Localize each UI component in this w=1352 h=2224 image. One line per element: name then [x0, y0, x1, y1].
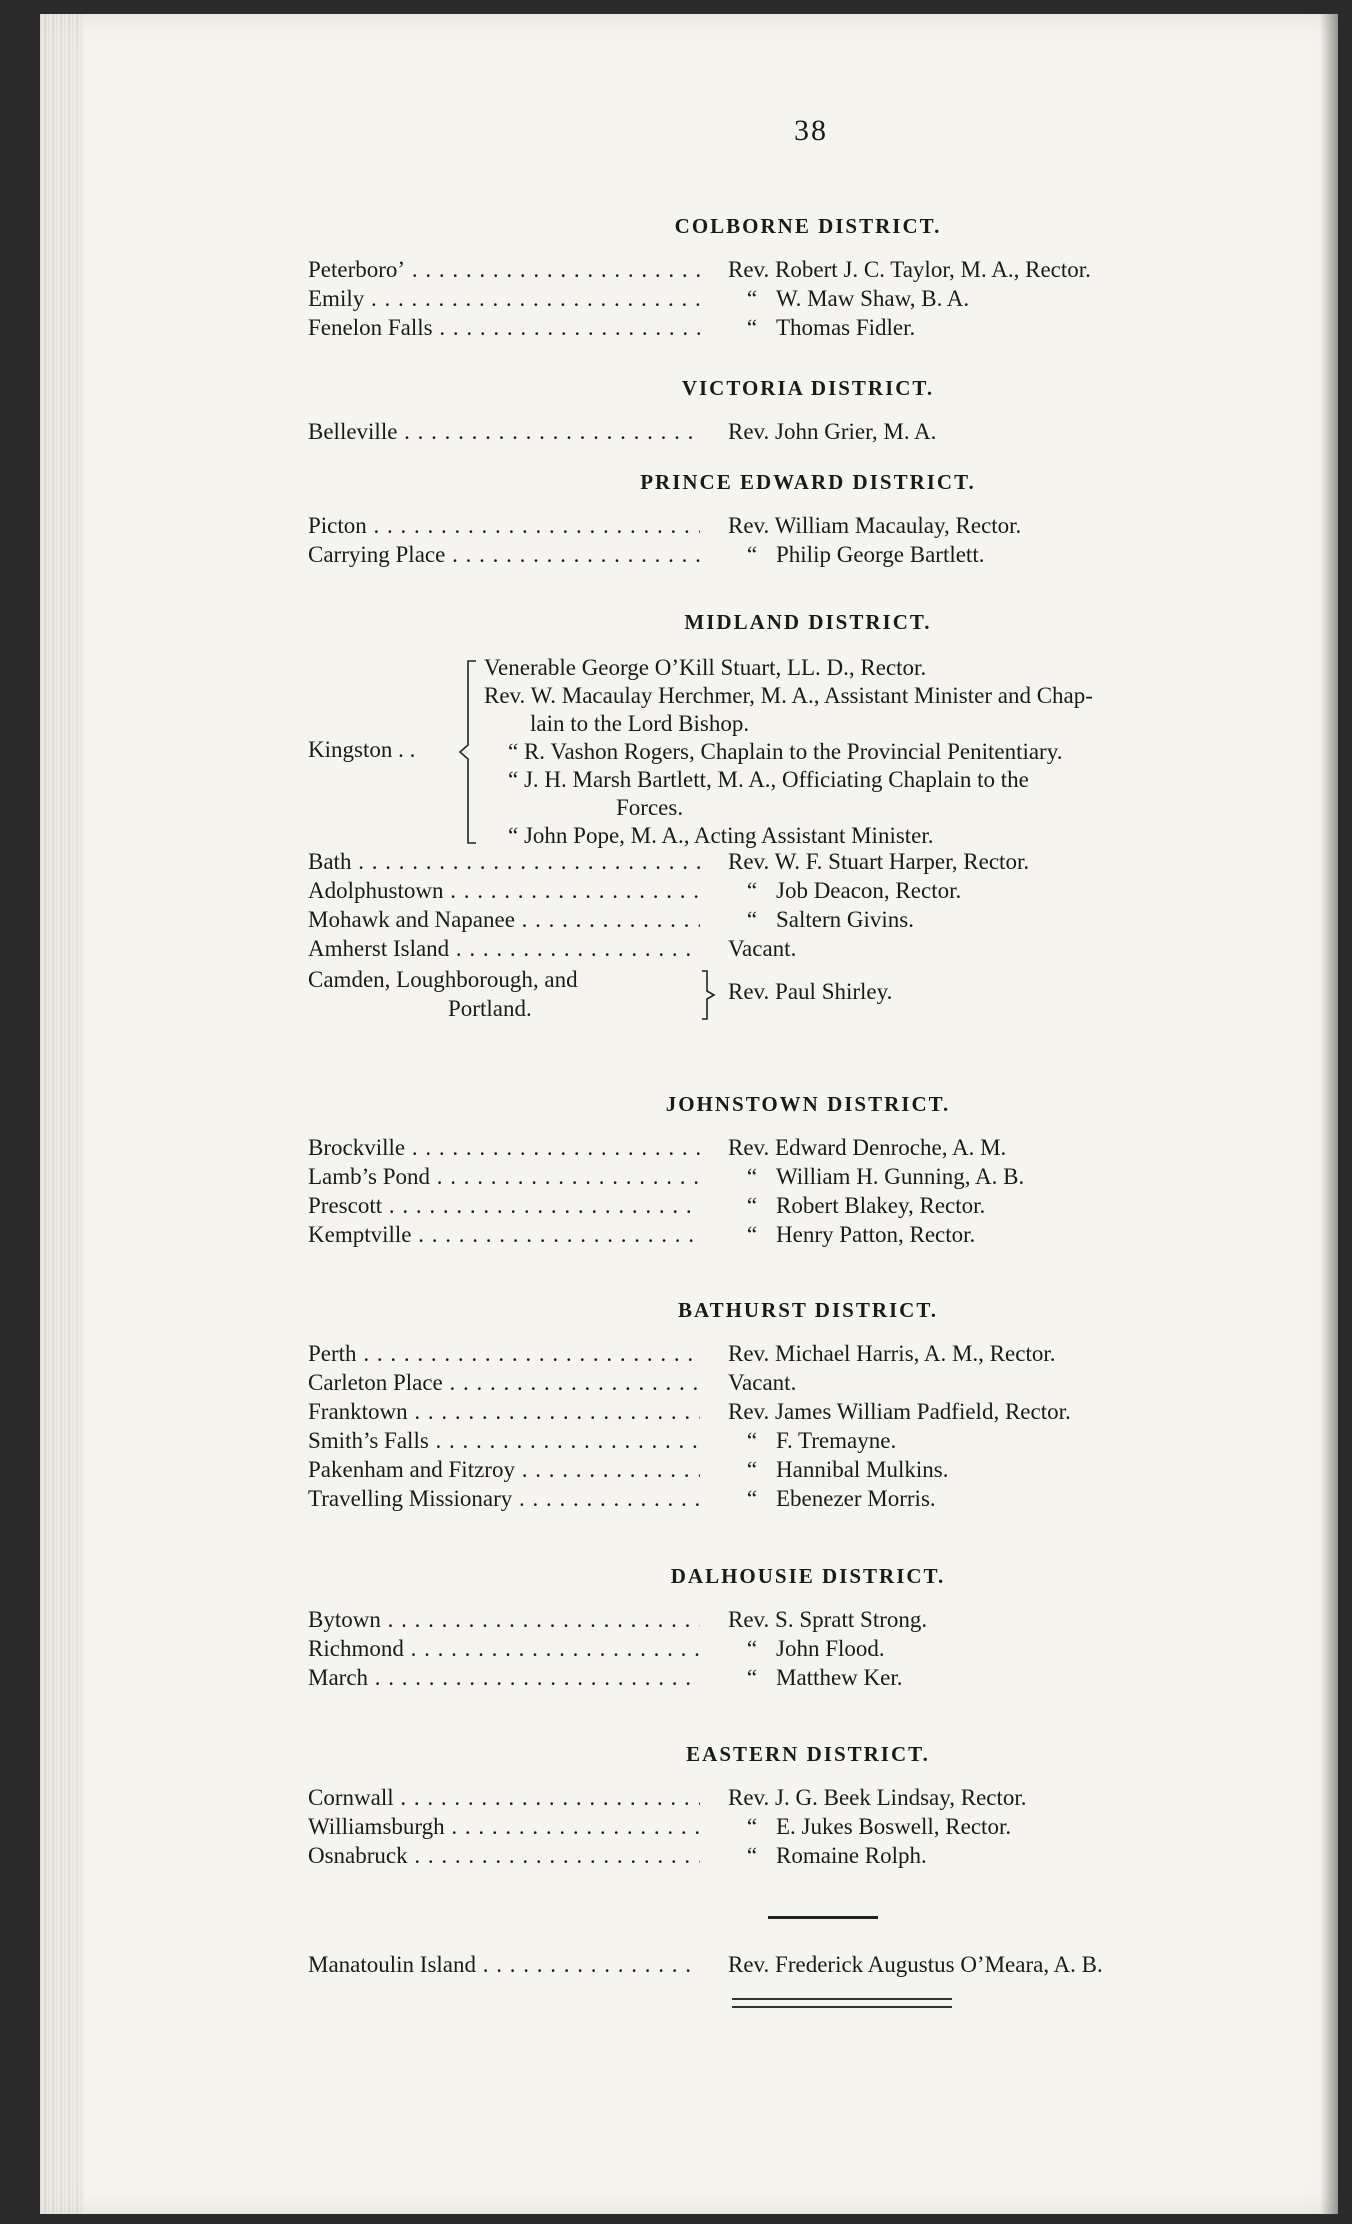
incumbent: Rev. James William Padfield, Rector.	[728, 1399, 1071, 1424]
left-brace	[458, 659, 478, 845]
incumbent: William H. Gunning, A. B.	[776, 1164, 1025, 1189]
clergy-line: “ John Pope, M. A., Acting Assistant Minister.	[508, 823, 934, 848]
place-name: Brockville . . .	[308, 1135, 700, 1161]
list-item	[308, 849, 1328, 878]
ditto-mark: “	[746, 1164, 758, 1189]
place-name: Pakenham and Fitzroy . . .	[308, 1457, 700, 1483]
ditto-mark: “	[746, 286, 758, 311]
kingston-entry	[308, 653, 1328, 849]
place-name: Richmond . . .	[308, 1636, 700, 1662]
incumbent: Philip George Bartlett.	[776, 542, 985, 567]
list-item	[308, 1665, 1328, 1694]
list-item	[308, 1486, 1328, 1515]
place-name: Cornwall . . .	[308, 1785, 700, 1811]
place-name: Emily . . .	[308, 286, 700, 312]
place-name: Carleton Place . . .	[308, 1370, 700, 1396]
incumbent: Rev. Frederick Augustus O’Meara, A. B.	[728, 1952, 1103, 1977]
list-item	[308, 542, 1328, 571]
incumbent: Henry Patton, Rector.	[776, 1222, 976, 1247]
district-heading: JOHNSTOWN DISTRICT.	[665, 1092, 951, 1116]
ditto-mark: “	[746, 1636, 758, 1661]
ditto-mark: “	[746, 1486, 758, 1511]
incumbent: Robert Blakey, Rector.	[776, 1193, 986, 1218]
place-name: Manatoulin Island . . .	[308, 1952, 700, 1978]
incumbent: Job Deacon, Rector.	[776, 878, 962, 903]
final-entry	[308, 1952, 1328, 1981]
incumbent: Romaine Rolph.	[776, 1843, 927, 1868]
incumbent: Matthew Ker.	[776, 1665, 903, 1690]
incumbent: Saltern Givins.	[776, 907, 914, 932]
incumbent: Thomas Fidler.	[776, 315, 916, 340]
clergy-line: lain to the Lord Bishop.	[530, 711, 750, 736]
end-rule	[732, 1998, 952, 2008]
place-name: Smith’s Falls . . .	[308, 1428, 700, 1454]
list-item	[308, 1193, 1328, 1222]
list-item	[308, 1370, 1328, 1399]
district-johnstown	[308, 1092, 1328, 1251]
place-name: Lamb’s Pond . . .	[308, 1164, 700, 1190]
list-item	[308, 1428, 1328, 1457]
list-item	[308, 1399, 1328, 1428]
incumbent: E. Jukes Boswell, Rector.	[776, 1814, 1012, 1839]
list-item	[308, 1457, 1328, 1486]
clergy-line: Forces.	[616, 795, 684, 820]
place-name: Mohawk and Napanee . . .	[308, 907, 700, 933]
district-dalhousie	[308, 1564, 1328, 1694]
place-name: Bytown . . .	[308, 1607, 700, 1633]
incumbent: Rev. S. Spratt Strong.	[728, 1607, 928, 1632]
place-name: Travelling Missionary . . .	[308, 1486, 700, 1512]
place-name: Carrying Place . . .	[308, 542, 700, 568]
list-item	[308, 315, 1328, 344]
place-name: Adolphustown . . .	[308, 878, 700, 904]
place-name: Camden, Loughborough, and Portland.	[308, 967, 578, 1021]
district-heading: VICTORIA DISTRICT.	[681, 376, 935, 400]
district-bathurst	[308, 1298, 1328, 1515]
list-item	[308, 257, 1328, 286]
place-name: Prescott . . .	[308, 1193, 700, 1219]
list-item	[308, 1135, 1328, 1164]
ditto-mark: “	[746, 1843, 758, 1868]
ditto-mark: “	[746, 315, 758, 340]
district-heading: MIDLAND DISTRICT.	[684, 610, 932, 634]
place-name: Belleville . . .	[308, 419, 700, 445]
incumbent: Vacant.	[728, 1370, 797, 1395]
place-name: Peterboro’ . . .	[308, 257, 700, 283]
place-name: March . . .	[308, 1665, 700, 1691]
place-name: Franktown . . .	[308, 1399, 700, 1425]
incumbent: Rev. J. G. Beek Lindsay, Rector.	[728, 1785, 1027, 1810]
district-heading: DALHOUSIE DISTRICT.	[670, 1564, 946, 1588]
incumbent: Rev. William Macaulay, Rector.	[728, 513, 1022, 538]
incumbent: W. Maw Shaw, B. A.	[776, 286, 970, 311]
clergy-line: Venerable George O’Kill Stuart, LL. D., Rector.	[484, 655, 927, 680]
book-page	[40, 14, 1338, 2214]
district-heading: BATHURST DISTRICT.	[677, 1298, 939, 1322]
place-name: Amherst Island . . .	[308, 936, 700, 962]
place-name: Kingston . .	[308, 737, 416, 762]
incumbent: Rev. Paul Shirley.	[728, 979, 893, 1004]
section-divider	[768, 1916, 878, 1919]
list-item	[308, 936, 1328, 965]
district-eastern	[308, 1742, 1328, 1872]
ditto-mark: “	[746, 1457, 758, 1482]
district-prince-edward	[308, 470, 1328, 571]
right-brace	[700, 969, 716, 1021]
ditto-mark: “	[746, 1222, 758, 1247]
list-item	[308, 878, 1328, 907]
place-name: Bath . . .	[308, 849, 700, 875]
ditto-mark: “	[746, 1193, 758, 1218]
incumbent: Rev. Robert J. C. Taylor, M. A., Rector.	[728, 257, 1091, 282]
list-item	[308, 1843, 1328, 1872]
page-edges	[40, 14, 84, 2214]
place-name: Picton . . .	[308, 513, 700, 539]
list-item	[308, 1607, 1328, 1636]
list-item	[308, 1636, 1328, 1665]
incumbent: Rev. W. F. Stuart Harper, Rector.	[728, 849, 1030, 874]
list-item	[308, 419, 1328, 448]
district-heading: PRINCE EDWARD DISTRICT.	[640, 470, 976, 494]
ditto-mark: “	[746, 907, 758, 932]
clergy-line: “ R. Vashon Rogers, Chaplain to the Provincial Penitentiary.	[508, 739, 1063, 764]
list-item	[308, 286, 1328, 315]
ditto-mark: “	[746, 878, 758, 903]
place-name: Williamsburgh . . .	[308, 1814, 700, 1840]
list-item	[308, 1164, 1328, 1193]
district-heading: COLBORNE DISTRICT.	[674, 214, 942, 238]
incumbent: Hannibal Mulkins.	[776, 1457, 949, 1482]
incumbent: Vacant.	[728, 936, 797, 961]
list-item	[308, 907, 1328, 936]
incumbent: John Flood.	[776, 1636, 885, 1661]
page-number: 38	[794, 114, 828, 147]
list-item	[308, 1785, 1328, 1814]
list-item	[308, 1341, 1328, 1370]
district-victoria	[308, 376, 1328, 448]
list-item	[308, 1814, 1328, 1843]
place-name: Perth . . .	[308, 1341, 700, 1367]
place-name: Osnabruck . . .	[308, 1843, 700, 1869]
clergy-line: “ J. H. Marsh Bartlett, M. A., Officiating Chaplain to the	[508, 767, 1029, 792]
ditto-mark: “	[746, 1814, 758, 1839]
incumbent: Ebenezer Morris.	[776, 1486, 936, 1511]
ditto-mark: “	[746, 542, 758, 567]
district-midland	[308, 610, 1328, 1025]
incumbent: F. Tremayne.	[776, 1428, 897, 1453]
list-item	[308, 1952, 1328, 1981]
ditto-mark: “	[746, 1665, 758, 1690]
incumbent: Rev. Michael Harris, A. M., Rector.	[728, 1341, 1056, 1366]
list-item	[308, 513, 1328, 542]
district-colborne	[308, 214, 1328, 344]
incumbent: Rev. John Grier, M. A.	[728, 419, 937, 444]
list-item	[308, 1222, 1328, 1251]
ditto-mark: “	[746, 1428, 758, 1453]
clergy-line: Rev. W. Macaulay Herchmer, M. A., Assistant Minister and Chap-	[484, 683, 1093, 708]
list-item	[308, 965, 1328, 1025]
incumbent: Rev. Edward Denroche, A. M.	[728, 1135, 1007, 1160]
place-name: Fenelon Falls . . .	[308, 315, 700, 341]
district-heading: EASTERN DISTRICT.	[686, 1742, 930, 1766]
place-name: Kemptville . . .	[308, 1222, 700, 1248]
